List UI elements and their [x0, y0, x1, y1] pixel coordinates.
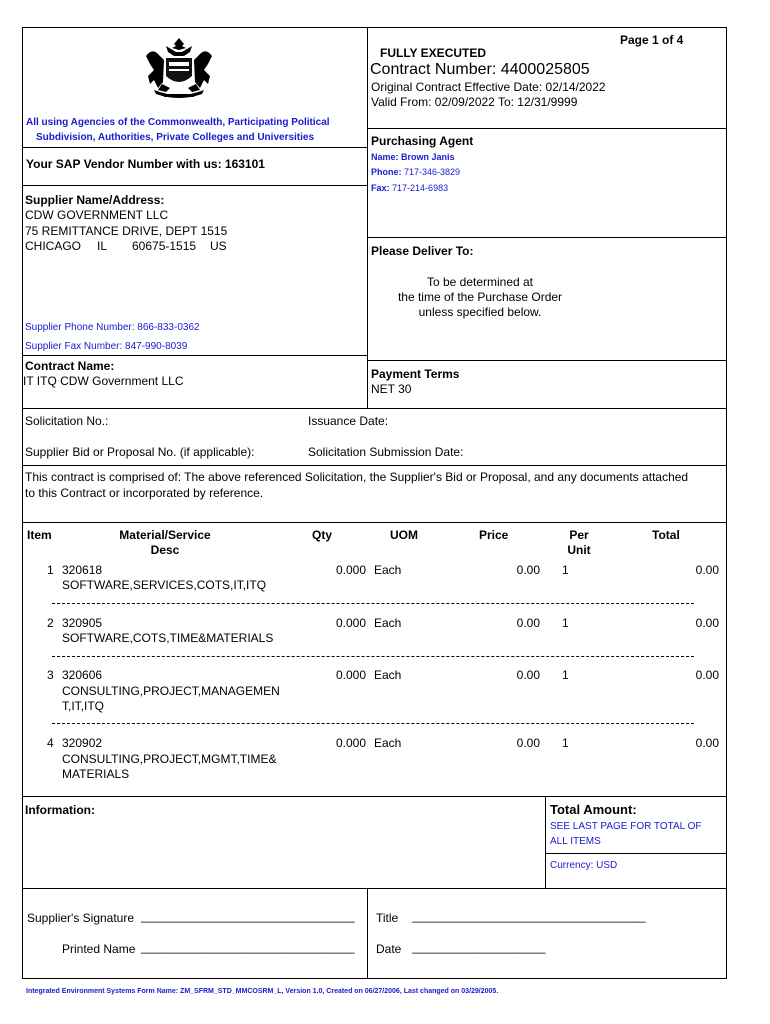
contract-name-value: IT ITQ CDW Government LLC [23, 374, 184, 388]
row-2-qty: 0.000 [335, 616, 366, 630]
agent-fax-label: Fax: [371, 183, 390, 193]
agent-phone [371, 167, 460, 177]
row-4-total: 0.00 [695, 736, 719, 750]
row-1-uom: Each [374, 563, 402, 577]
payment-terms-value: NET 30 [371, 382, 412, 396]
upper-column-divider [367, 27, 368, 408]
supplier-fax: Supplier Fax Number: 847-990-8039 [25, 341, 188, 352]
form-footer: Integrated Environment Systems Form Name: ZM_SFRM_STD_MMCOSRM_L, Version 1.0, Created on 06/27/2006, Last changed on 03/29/2005. [26, 988, 499, 995]
signature-line[interactable]: ________________________________ [141, 909, 355, 923]
supplier-state: IL [97, 239, 108, 253]
divider [22, 147, 367, 148]
col-desc-1: Material/Service [119, 528, 211, 542]
issuance-date-label: Issuance Date: [308, 414, 389, 428]
information-label: Information: [25, 803, 95, 817]
col-uom: UOM [390, 528, 418, 542]
supplier-zip: 60675-1515 [132, 239, 197, 253]
row-1-qty: 0.000 [335, 563, 366, 577]
frame-bottom [22, 978, 727, 979]
supplier-phone: Supplier Phone Number: 866-833-0362 [25, 322, 200, 333]
date-line[interactable]: ____________________ [412, 940, 546, 954]
agent-fax [371, 183, 448, 193]
supplier-label: Supplier Name/Address: [25, 193, 165, 207]
agent-phone-label: Phone: [371, 167, 402, 177]
divider [22, 185, 367, 186]
deliver-line-1: To be determined at [426, 275, 534, 289]
row-4-no: 4 [47, 736, 54, 750]
frame-right [726, 27, 727, 979]
row-1-desc: SOFTWARE,SERVICES,COTS,IT,ITQ [62, 578, 267, 592]
row-4-code: 320902 [62, 736, 103, 750]
divider [367, 128, 727, 129]
comprised-line-2: to this Contract or incorporated by reference. [25, 486, 264, 500]
row-separator [52, 723, 694, 724]
signature-divider [367, 888, 368, 978]
printed-name-label: Printed Name [62, 942, 136, 956]
col-qty: Qty [312, 528, 333, 542]
total-amount-label: Total Amount: [550, 802, 637, 817]
agent-phone-value: 717-346-3829 [404, 167, 461, 177]
row-2-desc: SOFTWARE,COTS,TIME&MATERIALS [62, 631, 274, 645]
col-desc-2: Desc [150, 543, 180, 557]
col-item: Item [27, 528, 52, 542]
printed-name-line[interactable]: ________________________________ [141, 940, 355, 954]
divider [367, 237, 727, 238]
divider [22, 522, 727, 523]
supplier-name: CDW GOVERNMENT LLC [25, 208, 169, 222]
payment-terms-label: Payment Terms [371, 367, 460, 381]
title-label: Title [376, 911, 399, 925]
row-3-code: 320606 [62, 668, 103, 682]
row-1-total: 0.00 [695, 563, 719, 577]
frame-top [22, 27, 727, 28]
execution-status: FULLY EXECUTED [380, 46, 487, 60]
col-per-1: Per [569, 528, 589, 542]
deliver-line-3: unless specified below. [418, 305, 542, 319]
agent-label: Purchasing Agent [371, 134, 474, 148]
contract-number: Contract Number: 4400025805 [370, 61, 590, 78]
agencies-line-2: Subdivision, Authorities, Private Colleges and Universities [36, 132, 315, 143]
signature-label: Supplier's Signature [27, 911, 135, 925]
submission-date-label: Solicitation Submission Date: [308, 445, 464, 459]
row-1-per: 1 [562, 563, 569, 577]
divider [22, 796, 727, 797]
agencies-line-1: All using Agencies of the Commonwealth, Participating Political [26, 117, 330, 128]
total-column-divider [545, 796, 546, 888]
agent-name: Name: Brown Janis [371, 152, 455, 162]
row-3-desc-cont: T,IT,ITQ [62, 699, 104, 713]
row-4-price: 0.00 [516, 736, 540, 750]
row-2-per: 1 [562, 616, 569, 630]
deliver-line-2: the time of the Purchase Order [397, 290, 563, 304]
row-1-no: 1 [47, 563, 54, 577]
row-4-desc: CONSULTING,PROJECT,MGMT,TIME& [62, 752, 277, 766]
title-line[interactable]: ___________________________________ [412, 909, 646, 923]
date-label: Date [376, 942, 402, 956]
row-3-no: 3 [47, 668, 54, 682]
frame-left [22, 27, 23, 979]
col-per-2: Unit [567, 543, 591, 557]
divider [367, 360, 727, 361]
row-2-no: 2 [47, 616, 54, 630]
divider [22, 465, 727, 466]
row-4-uom: Each [374, 736, 402, 750]
vendor-number: Your SAP Vendor Number with us: 163101 [26, 157, 265, 171]
row-1-code: 320618 [62, 563, 103, 577]
effective-date: Original Contract Effective Date: 02/14/2022 [371, 80, 606, 94]
row-3-desc: CONSULTING,PROJECT,MANAGEMEN [62, 684, 280, 698]
total-note-line-2: ALL ITEMS [550, 836, 601, 847]
row-3-uom: Each [374, 668, 402, 682]
supplier-country: US [210, 239, 227, 253]
divider [22, 408, 727, 409]
col-price: Price [479, 528, 509, 542]
row-2-uom: Each [374, 616, 402, 630]
coat-of-arms-icon [136, 36, 222, 102]
row-separator [52, 603, 694, 604]
comprised-line-1: This contract is comprised of: The above referenced Solicitation, the Supplier's Bid or Proposal, and any documents attached [25, 470, 689, 484]
divider [22, 355, 367, 356]
deliver-label: Please Deliver To: [371, 244, 474, 258]
row-2-price: 0.00 [516, 616, 540, 630]
page-indicator: Page 1 of 4 [620, 33, 684, 47]
supplier-street: 75 REMITTANCE DRIVE, DEPT 1515 [25, 224, 228, 238]
row-4-desc-cont: MATERIALS [62, 767, 130, 781]
col-total: Total [652, 528, 680, 542]
row-separator [52, 656, 694, 657]
row-2-total: 0.00 [695, 616, 719, 630]
row-4-qty: 0.000 [335, 736, 366, 750]
supplier-city: CHICAGO [25, 239, 82, 253]
solicitation-no-label: Solicitation No.: [25, 414, 109, 428]
contract-name-label: Contract Name: [25, 359, 115, 373]
total-note-line-1: SEE LAST PAGE FOR TOTAL OF [550, 821, 702, 832]
bid-proposal-label: Supplier Bid or Proposal No. (if applicable): [25, 445, 255, 459]
divider [545, 853, 727, 854]
divider [22, 888, 727, 889]
row-3-qty: 0.000 [335, 668, 366, 682]
row-3-price: 0.00 [516, 668, 540, 682]
row-3-total: 0.00 [695, 668, 719, 682]
row-3-per: 1 [562, 668, 569, 682]
row-1-price: 0.00 [516, 563, 540, 577]
currency: Currency: USD [550, 860, 618, 871]
valid-dates: Valid From: 02/09/2022 To: 12/31/9999 [371, 95, 578, 109]
row-4-per: 1 [562, 736, 569, 750]
row-2-code: 320905 [62, 616, 103, 630]
agent-fax-value: 717-214-6983 [392, 183, 449, 193]
